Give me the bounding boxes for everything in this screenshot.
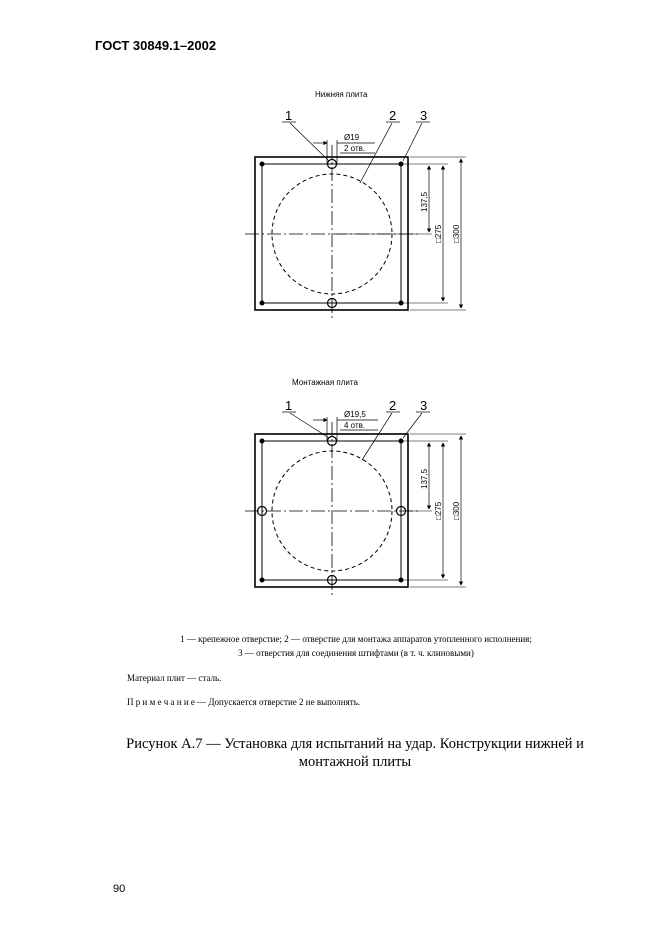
document-header: ГОСТ 30849.1–2002 [95, 38, 217, 53]
bottom-hole-dim: Ø19,5 [344, 410, 366, 419]
top-pin-hole [260, 301, 265, 306]
bottom-pin-hole [399, 439, 404, 444]
bottom-dim-half: 137,5 [420, 468, 429, 489]
top-pin-hole [399, 301, 404, 306]
top-dim-inner: □275 [434, 224, 443, 243]
figure-legend [60, 632, 652, 660]
bottom-plate-drawing [245, 398, 466, 595]
bottom-callout-3: 3 [420, 398, 428, 413]
legend-line-1: 1 — крепежное отверстие; 2 — отверстие для монтажа аппаратов утопленного исполнения; [180, 634, 532, 644]
top-plate-outer [255, 157, 408, 310]
top-callout-2: 2 [389, 108, 397, 123]
bottom-pin-hole [260, 439, 265, 444]
figure-caption: Рисунок А.7 — Установка для испытаний на удар. Конструкции нижней и монтажной плиты [126, 736, 584, 770]
bottom-figure-title: Монтажная плита [292, 378, 358, 387]
bottom-dim-inner: □275 [434, 501, 443, 520]
top-pin-hole [260, 162, 265, 167]
bottom-pin-hole [399, 578, 404, 583]
page-number: 90 [113, 883, 126, 895]
top-hole-count: 2 отв. [344, 144, 366, 153]
bottom-callout-1: 1 [285, 398, 293, 413]
legend-line-2: 3 — отверстия для соединения штифтами (в т. ч. клиновыми) [238, 648, 474, 658]
bottom-plate-inner [262, 441, 401, 580]
top-plate-drawing [245, 108, 466, 318]
bottom-plate-outer [255, 434, 408, 587]
bottom-callout-2: 2 [389, 398, 397, 413]
top-callout-3: 3 [420, 108, 428, 123]
top-callout-1: 1 [285, 108, 293, 123]
top-figure-title: Нижняя плита [315, 90, 368, 99]
top-hole-dim: Ø19 [344, 133, 360, 142]
bottom-pin-hole [260, 578, 265, 583]
bottom-hole-count: 4 отв. [344, 421, 366, 430]
top-dim-outer: □300 [452, 224, 461, 243]
bottom-dim-outer: □300 [452, 501, 461, 520]
top-dim-half: 137,5 [420, 191, 429, 212]
top-pin-hole [399, 162, 404, 167]
remark-note: П р и м е ч а н и е — Допускается отверстие 2 не выполнять. [127, 697, 361, 707]
material-note: Материал плит — сталь. [127, 673, 222, 683]
top-plate-inner [262, 164, 401, 303]
